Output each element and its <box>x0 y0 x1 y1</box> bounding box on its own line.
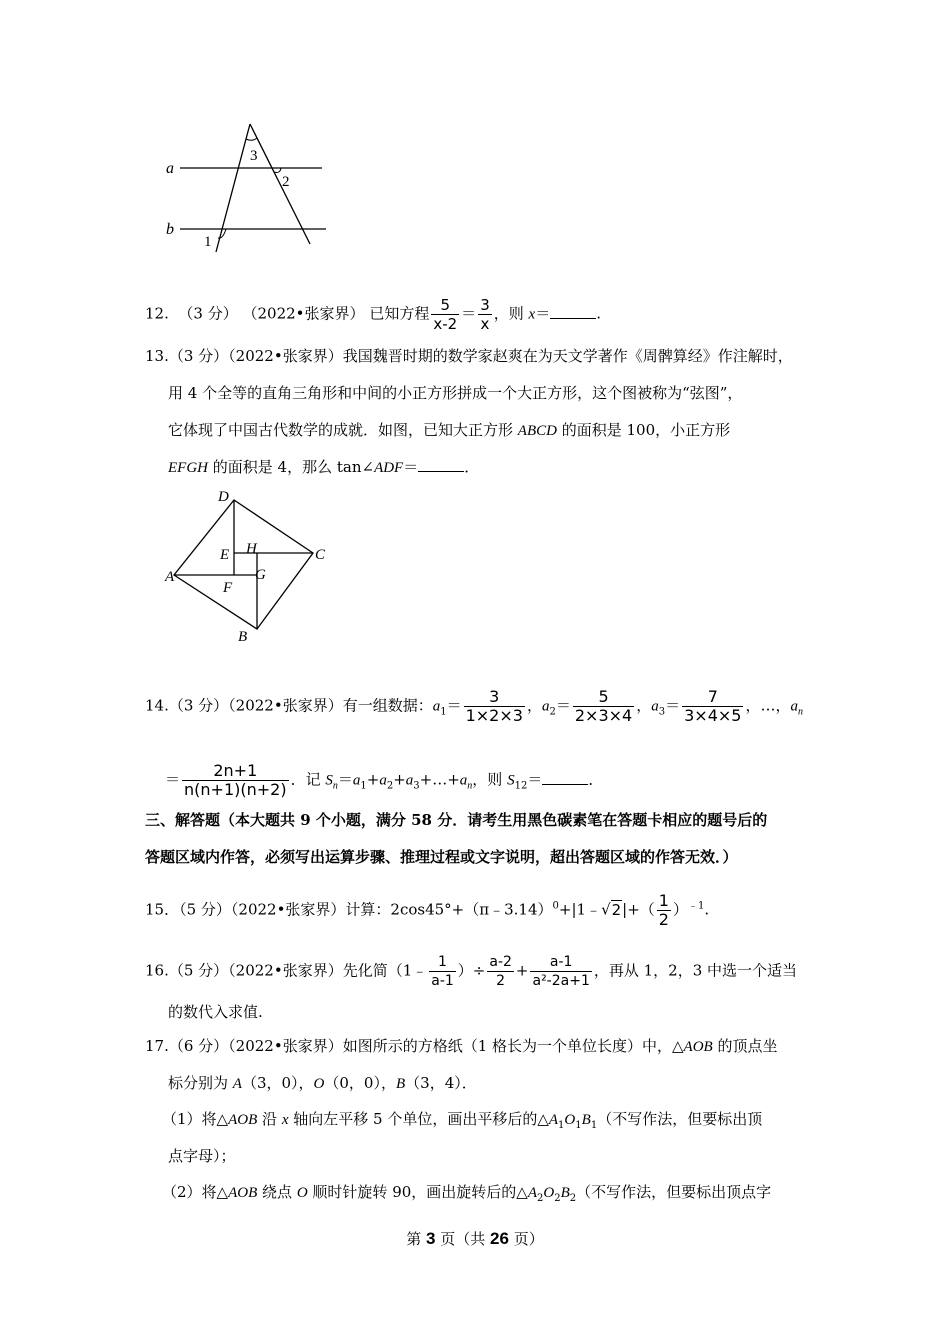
equals: ＝ <box>337 770 353 789</box>
label-angle-2: 2 <box>282 174 290 190</box>
text: （不写作法，但要标出顶 <box>597 1110 763 1128</box>
triangle-name: AOB <box>683 1039 713 1055</box>
q12-source: （2022•张家界） <box>242 304 365 323</box>
coords: （3，4）． <box>405 1074 477 1092</box>
point: A <box>527 1185 537 1201</box>
text: （1）将△ <box>162 1110 229 1128</box>
answer-blank <box>542 784 588 785</box>
transversal-left <box>216 124 250 252</box>
label-H: H <box>246 541 257 557</box>
q17-part-1 <box>162 1109 762 1136</box>
ellipsis: …， <box>760 696 791 715</box>
denominator: 2 <box>487 971 514 990</box>
text: （不写作法，但要标出顶点字 <box>576 1183 772 1201</box>
label-B: B <box>238 629 248 645</box>
parallel-lines-figure <box>160 118 335 258</box>
question-15 <box>145 892 709 929</box>
triangle-name: AOB <box>228 1185 258 1201</box>
triangle-name: AOB <box>228 1112 258 1128</box>
denominator: n(n+1)(n+2) <box>184 780 287 799</box>
equals: ＝ <box>165 770 181 789</box>
q14-prefix: 14.（3 分）（2022•张家界）有一组数据： <box>145 696 433 715</box>
q16-line-2: 的数代入求值. <box>168 1003 263 1021</box>
page-footer <box>0 1228 950 1249</box>
point-O: O <box>296 1185 308 1201</box>
denominator: a²-2a+1 <box>532 973 590 989</box>
transversal-right <box>250 124 310 244</box>
label-C: C <box>315 547 326 563</box>
total-pages: 26 <box>490 1229 509 1248</box>
denominator: 2 <box>658 910 669 929</box>
numerator: a-2 <box>489 954 512 970</box>
q12-text-2: ，则 <box>493 304 524 323</box>
period: ． <box>588 770 604 789</box>
square-root: √2 <box>601 900 622 919</box>
fraction <box>682 688 743 725</box>
q17-part-2 <box>162 1182 771 1209</box>
ellipsis: +…+ <box>419 770 460 789</box>
footer-text: 第 <box>406 1230 427 1248</box>
subscript: 2 <box>537 1193 544 1204</box>
point: B <box>560 1185 570 1201</box>
q12-text: 已知方程 <box>369 304 430 323</box>
comma: ， <box>636 696 652 715</box>
q17-part-1-cont: 点字母）； <box>168 1147 236 1165</box>
q17-line-1 <box>145 1036 778 1057</box>
question-16 <box>145 953 797 990</box>
label-angle-1: 1 <box>204 234 212 250</box>
numerator: 5 <box>598 687 609 706</box>
text: 的面积是 4，那么 tan∠ <box>208 458 375 476</box>
subscript-n: n <box>332 780 338 792</box>
point: A <box>548 1112 559 1128</box>
plus: + <box>393 770 406 789</box>
angle-arc-2 <box>274 168 281 173</box>
fraction <box>464 688 525 725</box>
denominator: 2×3×4 <box>574 706 633 725</box>
term: a <box>379 772 387 789</box>
angle-arc-3 <box>246 138 257 140</box>
denominator: 1×2×3 <box>465 706 523 725</box>
q14-line-1: 14.（3 分）（2022•张家界）有一组数据：$a_1=$ $\frac{3}{1\times 2\times 3}$ ，$a_2=$ $\frac{5}{2\times 3\times 4}$ ，$a_3=$ $\frac{7}{3\times 4\times 5}$ ，…，$a_n$ <box>145 687 804 725</box>
period: . <box>704 900 710 919</box>
text: 绕点 <box>257 1183 297 1201</box>
comma: ， <box>745 696 761 715</box>
angle-name: ADF <box>374 460 404 476</box>
q15-prefix: 15．（5 分）（2022•张家界）计算：2cos45°+（π﹣3.14） <box>145 900 553 919</box>
numerator: 2n+1 <box>213 761 258 780</box>
plus: + <box>515 961 529 980</box>
denominator: x-2 <box>433 315 458 333</box>
text: 轴向左平移 5 个单位，画出平移后的△ <box>288 1110 549 1128</box>
fraction <box>530 953 591 990</box>
section-3-heading-line-1: 三、解答题（本大题共 9 个小题，满分 58 分．请考生用黑色碳素笔在答题卡相应的题号后的 <box>145 811 768 829</box>
subscript-n: n <box>798 706 804 718</box>
fraction <box>573 688 634 725</box>
term: a <box>541 698 550 715</box>
point: O <box>543 1185 555 1201</box>
term: a <box>352 772 361 789</box>
equals: ＝ <box>665 696 681 715</box>
square-name: EFGH <box>168 460 208 476</box>
label-D: D <box>218 489 229 505</box>
subscript-n: n <box>467 780 473 792</box>
exponent-zero: 0 <box>552 900 559 912</box>
label-a: a <box>166 160 174 177</box>
exponent-neg-one: ﹣1 <box>688 900 705 912</box>
label-G: G <box>255 567 266 583</box>
text: ．记 <box>290 770 326 789</box>
q13-line-4 <box>168 457 479 478</box>
text: ，则 <box>472 770 508 789</box>
coords: （0，0）， <box>324 1074 396 1092</box>
text: 17.（6 分）（2022•张家界）如图所示的方格纸（1 格长为一个单位长度）中，△ <box>145 1037 684 1055</box>
subscript: 2 <box>569 1193 577 1204</box>
q13-line-3 <box>168 420 730 441</box>
fraction <box>431 296 459 333</box>
label-A: A <box>165 569 175 585</box>
text: ，再从 1，2，3 中选一个适当 <box>593 961 798 980</box>
page-number: 3 <box>426 1229 436 1248</box>
numerator: 1 <box>658 891 669 910</box>
label-E: E <box>220 547 230 563</box>
equals: ＝ <box>527 770 543 789</box>
footer-text: 页（共 <box>435 1230 491 1248</box>
point-A: A <box>232 1076 242 1092</box>
term: a <box>459 772 468 789</box>
axis-x: x <box>281 1112 289 1128</box>
subscript: 2 <box>554 1193 561 1204</box>
text: +|1﹣ <box>558 900 602 919</box>
numerator: 5 <box>440 296 451 314</box>
text: |+（ <box>622 900 655 919</box>
text: 它体现了中国古代数学的成就．如图，已知大正方形 <box>168 421 518 439</box>
text: 的顶点坐 <box>712 1037 778 1055</box>
square-name: ABCD <box>517 423 557 439</box>
q12-number: 12. <box>145 304 169 323</box>
subscript: 1 <box>590 1120 598 1131</box>
text: 的面积是 100，小正方形 <box>556 421 731 439</box>
sum: S <box>325 772 333 789</box>
q17-line-2 <box>168 1073 477 1094</box>
text: （2）将△ <box>162 1183 229 1201</box>
subscript: 1 <box>575 1120 582 1131</box>
big-square <box>174 500 313 629</box>
label-F: F <box>223 580 233 596</box>
q16-prefix: 16.（5 分）（2022•张家界）先化简（1﹣ <box>145 961 428 980</box>
q13-line-1: 13.（3 分）（2022•张家界）我国魏晋时期的数学家赵爽在为天文学著作《周髀算经》作注解时， <box>145 347 793 365</box>
answer-blank <box>418 471 464 472</box>
period: . <box>596 304 601 323</box>
term: a <box>651 698 659 715</box>
numerator: 1 <box>438 954 447 970</box>
q12-score: （3 分） <box>178 304 238 323</box>
fraction <box>657 892 671 929</box>
fraction <box>487 953 514 990</box>
section-3-heading-line-2: 答题区域内作答，必须写出运算步骤、推理过程或文字说明，超出答题区域的作答无效．） <box>145 848 738 866</box>
q13-line-2: 用 4 个全等的直角三角形和中间的小正方形拼成一个大正方形，这个图被称为“弦图”， <box>168 384 743 402</box>
radicand: 2 <box>611 900 622 919</box>
equals: ＝ <box>403 458 419 476</box>
denominator: x <box>478 314 492 333</box>
label-b: b <box>166 221 174 238</box>
point-B: B <box>395 1076 406 1092</box>
answer-blank <box>550 318 596 319</box>
q14-line-2: ＝ $\frac{2n+1}{n(n+1)(n+2)}$ ．记 $S_n=a_1+a_2+a_3+\dots+a_n$，则 $S_{12}=$ ． <box>165 761 604 799</box>
term: a <box>790 698 799 715</box>
comma: ， <box>526 696 542 715</box>
point: B <box>581 1112 591 1128</box>
denominator: 3×4×5 <box>684 706 742 725</box>
coords: （3，0）， <box>241 1074 314 1092</box>
text: 沿 <box>257 1110 282 1128</box>
fraction <box>478 296 492 333</box>
variable: x <box>528 306 536 323</box>
question-12 <box>145 296 601 333</box>
paren: ） <box>672 900 688 919</box>
text: 标分别为 <box>168 1074 233 1092</box>
period: ． <box>464 458 480 476</box>
equals: ＝ <box>446 696 462 715</box>
footer-text: 页） <box>508 1230 544 1248</box>
numerator: 3 <box>489 687 500 706</box>
text: 顺时针旋转 90，画出旋转后的△ <box>307 1183 528 1201</box>
numerator: a-1 <box>549 954 573 970</box>
plus: + <box>366 770 380 789</box>
sum: S <box>507 772 515 789</box>
numerator: 3 <box>480 296 490 314</box>
string-diagram-figure <box>160 485 335 645</box>
operator: ）÷ <box>457 961 486 980</box>
subscript-12: 12 <box>514 780 528 792</box>
fraction <box>429 953 456 990</box>
term: a <box>405 772 414 789</box>
denominator: a-1 <box>431 973 454 989</box>
equals: ＝ <box>555 696 571 715</box>
point-O: O <box>313 1076 325 1092</box>
subscript: 1 <box>558 1120 565 1131</box>
fraction <box>182 762 289 799</box>
numerator: 7 <box>707 687 718 706</box>
term: a <box>432 698 441 715</box>
point: O <box>564 1112 576 1128</box>
equals: ＝ <box>461 304 477 323</box>
equals: ＝ <box>535 304 551 323</box>
label-angle-3: 3 <box>250 148 258 164</box>
